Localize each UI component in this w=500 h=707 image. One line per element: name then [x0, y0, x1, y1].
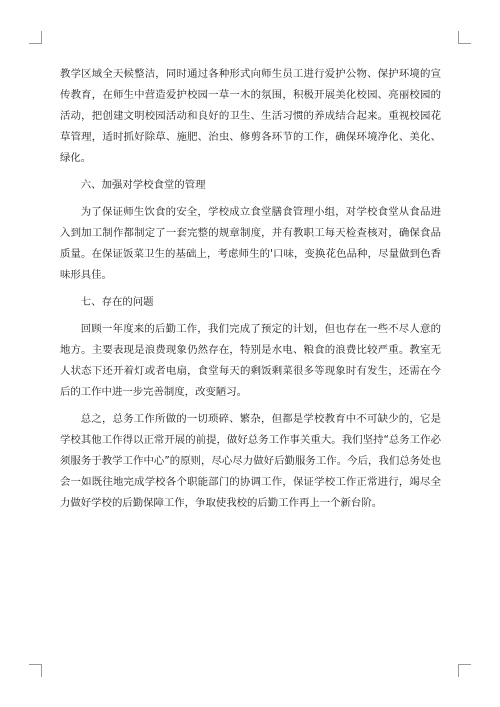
heading-existing-problems: 七、存在的问题 — [80, 296, 154, 308]
crop-mark-top-right — [458, 31, 471, 44]
paragraph-problems: 回顾一年度来的后勤工作，我们完成了预定的计划，但也存在一些不尽人意的地方。主要表现是浪费现象仍然存在，特别是水电、粮食的浪费比较严重。教室无人状态下还开着灯或者电扇，食堂每天的剩饭剩菜很多等现象时有发生，还需在今后的工作中进一步完善制度，改变陋习。 — [60, 323, 441, 398]
crop-mark-bottom-right — [458, 664, 471, 677]
paragraph-campus-environment: 教学区域全天候整洁，同时通过各种形式向师生员工进行爱护公物、保护环境的宣传教育，在师生中营造爱护校园一草一木的氛围，积极开展美化校园、亮丽校园的活动，把创建文明校园活动和良好的卫生、生活习惯的养成结合起来。重视校园花草管理，适时抓好除草、施肥、治虫、修剪各环节的工作，确保环境净化、美化、绿化。 — [60, 68, 441, 164]
document-body — [60, 64, 441, 520]
paragraph-summary: 总之，总务工作所做的一切琐碎、繁杂，但都是学校教育中不可缺少的，它是学校其他工作得以正常开展的前提，做好总务工作事关重大。我们坚持“总务工作必须服务于教学工作中心”的原则，尽心尽力做好后勤服务工作。今后，我们总务处也会一如既往地完成学校各个职能部门的协调工作，保证学校工作正常进行，竭尽全力做好学校的后勤保障工作，争取使我校的后勤工作再上一个新台阶。 — [60, 413, 441, 509]
crop-mark-bottom-left — [29, 664, 42, 677]
heading-canteen-management: 六、加强对学校食堂的管理 — [80, 179, 206, 191]
paragraph-canteen: 为了保证师生饮食的安全，学校成立食堂膳食管理小组，对学校食堂从食品进入到加工制作都制定了一套完整的规章制度，并有教职工每天检查核对，确保食品质量。在保证饭菜卫生的基础上，考虑师生的'口味，变换花色品种，尽量做到色香味形具佳。 — [60, 206, 441, 281]
crop-mark-top-left — [29, 31, 42, 44]
